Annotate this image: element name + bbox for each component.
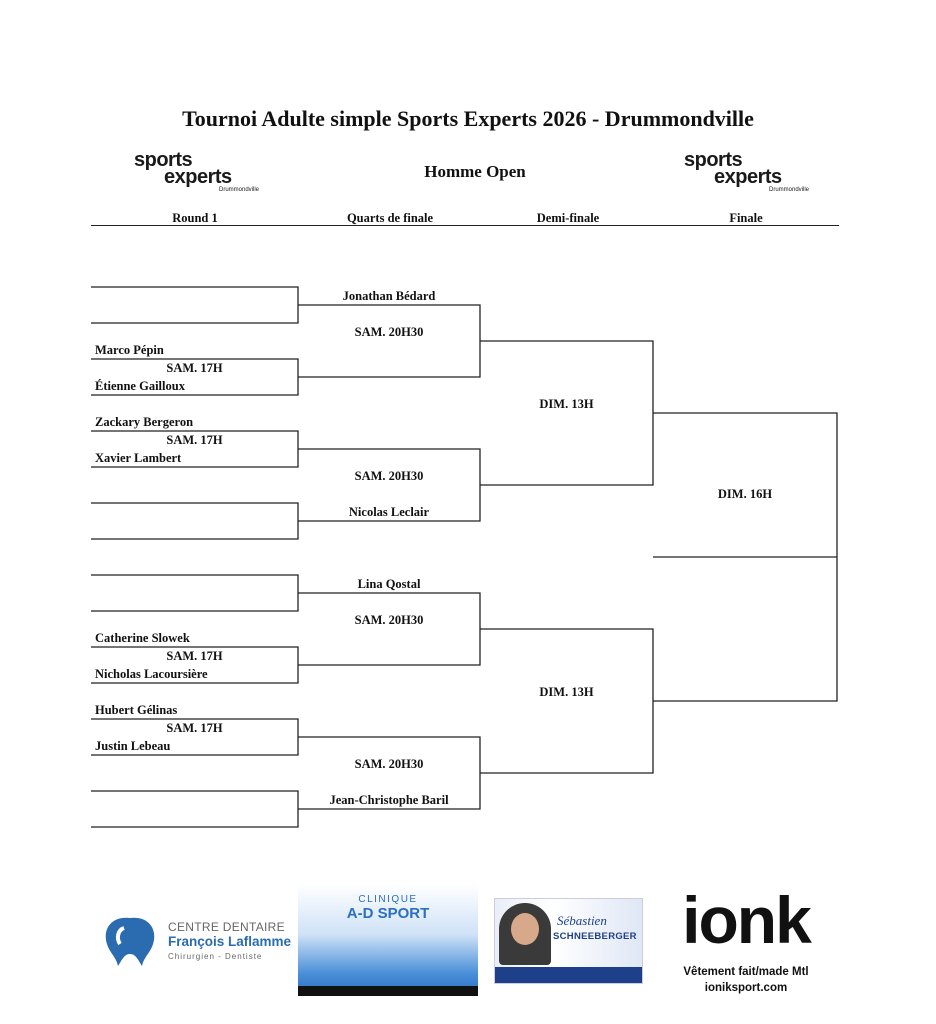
player-jonathan-bedard: Jonathan Bédard	[342, 289, 436, 303]
player-marco-pepin: Marco Pépin	[95, 343, 164, 357]
player-lina-qostal: Lina Qostal	[357, 577, 421, 591]
player-jean-christophe-baril: Jean-Christophe Baril	[329, 793, 449, 807]
match-time: SAM. 17H	[166, 361, 223, 375]
sponsor-ionik: ionk Vêtement fait/made Mtl ioniksport.com	[682, 883, 810, 994]
match-time: DIM. 13H	[539, 397, 594, 411]
sponsor-centre-dentaire: CENTRE DENTAIRE François Laflamme Chirurgien - Dentiste	[100, 910, 295, 970]
ad-sport-footer-bar	[298, 986, 478, 996]
round-header-4: Finale	[729, 211, 763, 225]
match-time: SAM. 17H	[166, 649, 223, 663]
sports-experts-logo-left: sports experts Drummondville	[134, 149, 260, 193]
player-xavier-lambert: Xavier Lambert	[95, 451, 182, 465]
match-time: SAM. 17H	[166, 721, 223, 735]
contact-bar	[495, 967, 642, 983]
player-catherine-slowek: Catherine Slowek	[95, 631, 190, 645]
final-time: DIM. 16H	[717, 487, 773, 501]
round-header-2: Quarts de finale	[346, 211, 434, 225]
player-etienne-gailloux: Étienne Gailloux	[95, 379, 185, 393]
player-justin-lebeau: Justin Lebeau	[95, 739, 171, 753]
match-time: SAM. 20H30	[354, 613, 424, 627]
round-header-1: Round 1	[172, 211, 218, 225]
match-time: SAM. 20H30	[354, 469, 424, 483]
sponsor-sebastien-schneeberger: Sébastien SCHNEEBERGER	[494, 898, 643, 984]
match-time: SAM. 17H	[166, 433, 223, 447]
sports-experts-logo-right: sports experts Drummondville	[684, 149, 810, 193]
round-header-3: Demi-finale	[536, 211, 600, 225]
player-hubert-gelinas: Hubert Gélinas	[95, 703, 178, 717]
portrait-face	[511, 913, 539, 945]
player-nicolas-leclair: Nicolas Leclair	[348, 505, 430, 519]
match-time: SAM. 20H30	[354, 325, 424, 339]
tooth-icon	[100, 914, 160, 968]
player-nicholas-lacoursiere: Nicholas Lacoursière	[95, 667, 208, 681]
player-zackary-bergeron: Zackary Bergeron	[95, 415, 194, 429]
sponsor-clinique-ad-sport: CLINIQUE A-D SPORT	[298, 884, 478, 996]
match-time: DIM. 13H	[539, 685, 594, 699]
page-title: Tournoi Adulte simple Sports Experts 2026 - Drummondville	[182, 106, 754, 131]
match-time: SAM. 20H30	[354, 757, 424, 771]
category-title: Homme Open	[424, 162, 526, 181]
